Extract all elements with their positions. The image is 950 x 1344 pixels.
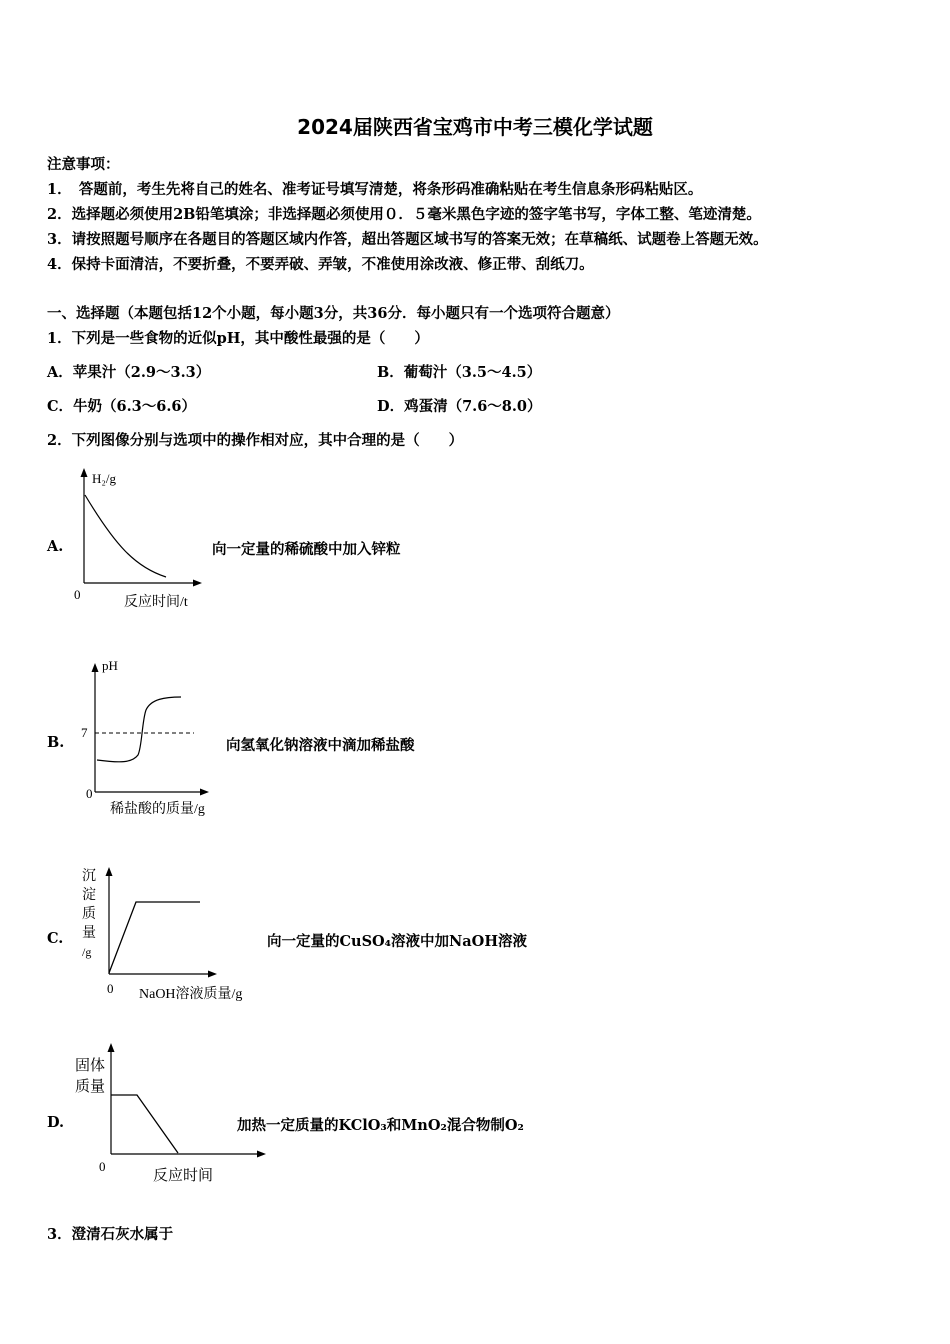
graph-d-x-arrow [257, 1151, 266, 1158]
notice-item-3: 3．请按照题号顺序在各题目的答题区域内作答，超出答题区域书写的答案无效；在草稿纸、试题卷上答题无效。 [47, 231, 768, 248]
graph-c-y-label-1: 沉 [82, 869, 96, 884]
notice-heading: 注意事项： [47, 156, 120, 173]
graph-a-origin: 0 [74, 587, 81, 602]
graph-a-y-arrow [81, 468, 88, 477]
graph-c-origin: 0 [107, 981, 114, 996]
q2-option-c-letter: C. [47, 930, 64, 947]
graph-c-y-label-5: /g [82, 945, 92, 959]
graph-d-y-label-2: 质量 [75, 1079, 106, 1095]
q2-graph-a [70, 465, 210, 615]
q2-option-a-letter: A. [47, 538, 64, 555]
graph-b-y-arrow [92, 663, 99, 672]
graph-d-curve [111, 1095, 178, 1153]
section-heading: 一、选择题（本题包括12个小题，每小题3分，共36分．每小题只有一个选项符合题意） [47, 305, 620, 322]
q2-option-a-desc: 向一定量的稀硫酸中加入锌粒 [212, 541, 401, 558]
graph-a-y-label: H₂/g [92, 471, 117, 486]
q2-option-c-desc: 向一定量的CuSO₄溶液中加NaOH溶液 [267, 933, 528, 950]
q1-option-c: C．牛奶（6.3～6.6） [47, 398, 196, 415]
graph-c-x-label: NaOH溶液质量/g [139, 987, 243, 1002]
notice-item-1: 1． 答题前，考生先将自己的姓名、准考证号填写清楚，将条形码准确粘贴在考生信息条形码粘贴区。 [47, 181, 703, 198]
q1-stem: 1．下列是一些食物的近似pH，其中酸性最强的是（ ） [47, 330, 429, 347]
q2-option-b-desc: 向氢氧化钠溶液中滴加稀盐酸 [226, 737, 415, 754]
q2-option-d-desc: 加热一定质量的KClO₃和MnO₂混合物制O₂ [237, 1117, 524, 1134]
graph-c-y-label-2: 淀 [82, 888, 96, 903]
q3-stem: 3．澄清石灰水属于 [47, 1226, 174, 1243]
graph-c-y-arrow [106, 867, 113, 876]
graph-b-svg [70, 655, 240, 820]
graph-d-y-label [75, 1056, 105, 1098]
graph-b-x-label: 稀盐酸的质量/g [110, 802, 205, 817]
q2-graph-b [70, 655, 240, 820]
page-title: 2024届陕西省宝鸡市中考三模化学试题 [297, 115, 653, 139]
graph-b-tick-7: 7 [81, 725, 88, 740]
graph-c-y-label [82, 867, 100, 962]
notice-item-4: 4．保持卡面清洁，不要折叠，不要弄破、弄皱，不准使用涂改液、修正带、刮纸刀。 [47, 256, 594, 273]
graph-d-y-label-1: 固体 [75, 1058, 106, 1074]
graph-c-y-label-3: 质 [82, 907, 96, 922]
graph-b-origin: 0 [86, 786, 93, 801]
q2-graph-c [75, 855, 275, 1005]
graph-c-x-arrow [208, 971, 217, 978]
graph-a-x-label: 反应时间/t [124, 595, 188, 610]
notice-item-2: 2．选择题必须使用2B铅笔填涂；非选择题必须使用０．５毫米黑色字迹的签字笔书写，字体工整、笔迹清楚。 [47, 206, 761, 223]
graph-c-y-label-4: 量 [82, 926, 96, 941]
q2-option-d-letter: D. [47, 1114, 65, 1131]
q1-option-d: D．鸡蛋清（7.6～8.0） [377, 398, 542, 415]
graph-a-curve [85, 495, 166, 577]
graph-c-curve [109, 902, 200, 973]
q2-stem: 2．下列图像分别与选项中的操作相对应，其中合理的是（ ） [47, 432, 464, 449]
q1-option-b: B．葡萄汁（3.5～4.5） [377, 364, 542, 381]
graph-a-x-arrow [193, 580, 202, 587]
graph-d-y-arrow [108, 1043, 115, 1052]
q2-option-b-letter: B. [47, 734, 65, 751]
graph-d-x-label: 反应时间 [153, 1168, 214, 1184]
q2-graph-d [70, 1038, 270, 1188]
graph-b-y-label: pH [102, 658, 118, 673]
q1-option-a: A．苹果汁（2.9～3.3） [47, 364, 211, 381]
graph-d-origin: 0 [99, 1159, 106, 1174]
graph-b-curve [97, 697, 181, 762]
graph-b-x-arrow [200, 789, 209, 796]
